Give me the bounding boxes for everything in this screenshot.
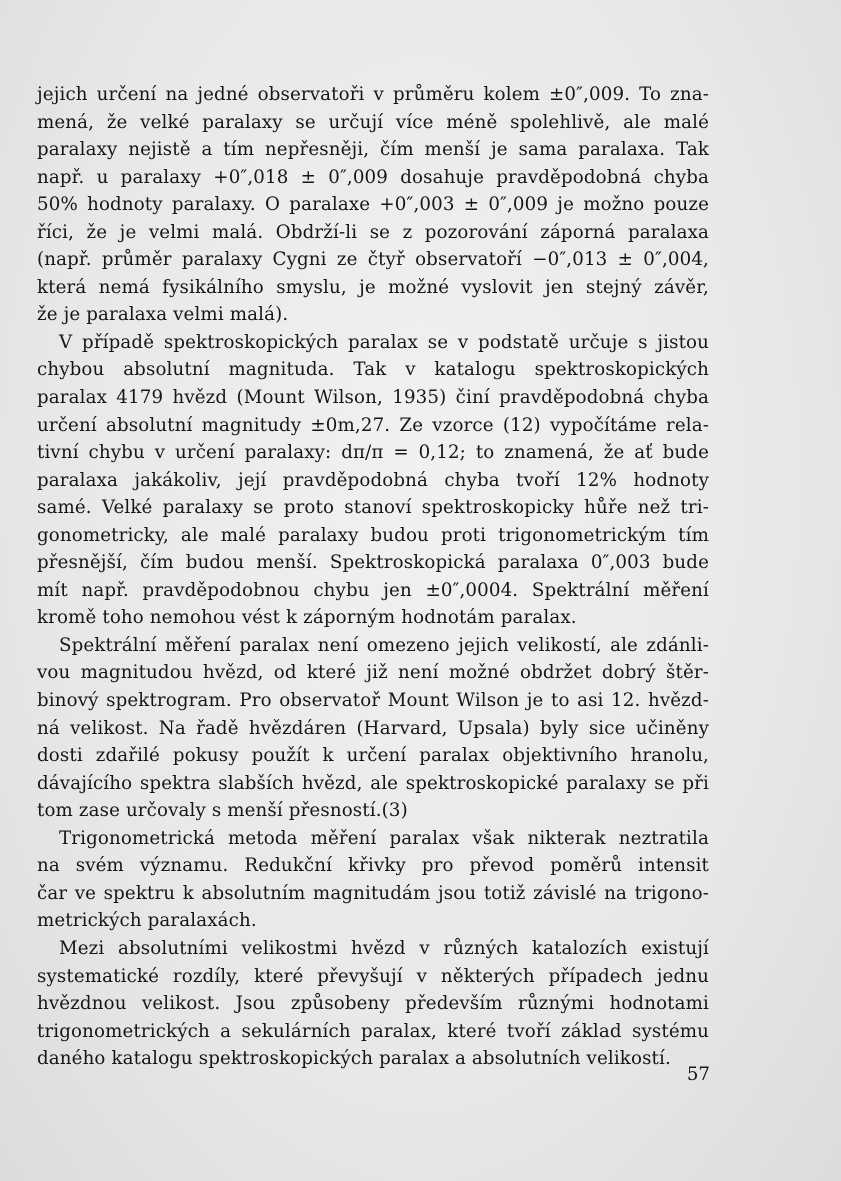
text-line: na svém významu. Redukční křivky pro převod poměrů intensit [37, 855, 709, 877]
text-line: vou magnitudou hvězd, od které již není možné obdržet dobrý štěr- [37, 662, 709, 684]
text-line: přesnější, čím budou menší. Spektroskopická paralaxa 0″,003 bude [37, 552, 709, 574]
text-line: určení absolutní magnitudy ±0m,27. Ze vzorce (12) vypočítáme rela- [37, 414, 709, 436]
text-line: chybou absolutní magnituda. Tak v katalogu spektroskopických [37, 359, 709, 381]
text-line: dosti zdařilé pokusy použít k určení paralax objektivního hranolu, [37, 745, 709, 767]
text-line: Spektrální měření paralax není omezeno jejich velikostí, ale zdánli- [59, 634, 709, 656]
text-line: systematické rozdíly, které převyšují v některých případech jednu [37, 965, 709, 987]
text-line: paralax 4179 hvězd (Mount Wilson, 1935) činí pravděpodobná chyba [37, 387, 709, 409]
text-line: Trigonometrická metoda měření paralax však nikterak neztratila [59, 827, 709, 849]
text-line: že je paralaxa velmi malá). [37, 304, 289, 326]
text-line: V případě spektroskopických paralax se v podstatě určuje s jistou [59, 331, 709, 353]
paragraph-2 [37, 329, 709, 632]
text-line: tom zase určovaly s menší přesností.(3) [37, 800, 408, 822]
paragraph-4 [37, 825, 709, 935]
paragraph-3 [37, 632, 709, 825]
text-line: mít např. pravděpodobnou chybu jen ±0″,0004. Spektrální měření [37, 579, 709, 601]
text-line: binový spektrogram. Pro observatoř Mount Wilson je to asi 12. hvězd- [37, 690, 709, 712]
text-line: Mezi absolutními velikostmi hvězd v různých katalozích existují [59, 937, 709, 959]
text-line: hvězdnou velikost. Jsou způsobeny především různými hodnotami [37, 993, 709, 1015]
text-line: říci, že je velmi malá. Obdrží-li se z pozorování záporná paralaxa [37, 221, 709, 243]
page-number: 57 [686, 1064, 710, 1085]
text-line: samé. Velké paralaxy se proto stanoví spektroskopicky hůře než tri- [37, 497, 709, 519]
text-line: ná velikost. Na řadě hvězdáren (Harvard, Upsala) byly sice učiněny [37, 717, 709, 739]
text-line: tivní chybu v určení paralaxy: dπ/π = 0,12; to znamená, že ať bude [37, 442, 709, 464]
body-text [37, 81, 709, 1073]
text-line: jejich určení na jedné observatoři v průměru kolem ±0″,009. To zna- [37, 84, 709, 105]
text-line: čar ve spektru k absolutním magnitudám jsou totiž závislé na trigono- [37, 882, 709, 904]
paragraph-1 [37, 81, 709, 329]
paragraph-5 [37, 935, 709, 1073]
text-line: která nemá fysikálního smyslu, je možné vyslovit jen stejný závěr, [37, 276, 709, 298]
text-line: kromě toho nemohou vést k záporným hodnotám paralax. [37, 607, 577, 629]
text-line: např. u paralaxy +0″,018 ± 0″,009 dosahuje pravděpodobná chyba [37, 166, 709, 188]
text-line: (např. průměr paralaxy Cygni ze čtyř observatoří −0″,013 ± 0″,004, [37, 249, 709, 271]
text-line: paralaxa jakákoliv, její pravděpodobná chyba tvoří 12% hodnoty [37, 469, 709, 491]
text-line: metrických paralaxách. [37, 910, 257, 932]
text-line: paralaxy nejistě a tím nepřesněji, čím menší je sama paralaxa. Tak [37, 139, 709, 161]
text-line: mená, že velké paralaxy se určují více méně spolehlivě, ale malé [37, 111, 709, 133]
text-line: gonometricky, ale malé paralaxy budou proti trigonometrickým tím [37, 524, 709, 546]
text-line: daného katalogu spektroskopických paralax a absolutních velikostí. [37, 1048, 671, 1070]
text-line: trigonometrických a sekulárních paralax, které tvoří základ systému [37, 1020, 709, 1042]
text-line: dávajícího spektra slabších hvězd, ale spektroskopické paralaxy se při [37, 772, 709, 794]
text-line: 50% hodnoty paralaxy. O paralaxe +0″,003 ± 0″,009 je možno pouze [37, 194, 709, 216]
